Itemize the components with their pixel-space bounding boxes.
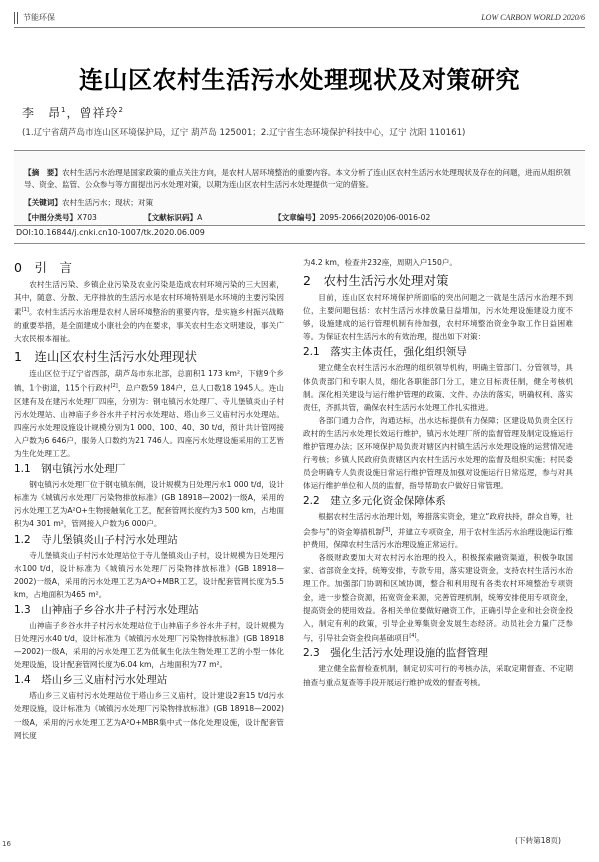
keywords-text: 农村生活污水；现状；对策 (61, 198, 154, 207)
paragraph-2-1b: 各部门通力合作，沟通达标，出水达标提供有力保障；区建设局负责全区行政村的生活污水处理长效运行维护，镇污水处理厂所的监督管理及制定设施运行维护管理办法；区环境保护局负责对辖区内村镇生活污水处理设施的运营情况进行考核；乡镇人民政府负责辖区内农村生活污水处理的监督及组织实施；村民委员会明确专人负责设施日常运行维护管理及加强对设施运行日常巡逻，参与对具体运行维护单位和人员的监督，指导帮助农户做好日常管理。 (303, 415, 573, 491)
author-2: 曾祥玲 (79, 106, 119, 120)
paragraph-2-2b (303, 551, 573, 644)
citation-4: [4] (409, 632, 417, 639)
author-sep: ， (66, 106, 80, 120)
article-number-value: 2095-2066(2020)06-0016-02 (319, 213, 431, 222)
paragraph-1-4: 塔山乡三义庙村污水处理站位于塔山乡三义庙村，设计建设2套15 t/d污水处理设施，设计标准为《城镇污水处理厂污染物排放标准》(GB 18918—2002)一级A，采用的污水处理工艺为A²O+MBR集中式一体化处理设施，设计配套管网长度 (14, 691, 284, 740)
running-header (14, 8, 585, 28)
p22b-end: 。 (416, 633, 424, 643)
heading-introduction: 0 引 言 (14, 260, 72, 275)
section-marker-icon (14, 12, 18, 24)
heading-1-3: 1.3 山神庙子乡谷水井子村污水处理站 (14, 603, 199, 616)
paragraph-section-1 (14, 367, 284, 460)
paper-title: 连山区农村生活污水处理现状及对策研究 (79, 65, 520, 94)
p22a-text: 根据农村生活污水治理计划，筹措落实资金，建立“政府扶持，群众自筹，社会参与”的资金筹措机制 (303, 512, 573, 537)
citation-3: [3] (383, 526, 391, 533)
abstract-label: 【摘 要】 (24, 168, 62, 177)
paragraph-1-3: 山神庙子乡谷水井子村污水处理站位于山神庙子乡谷水井子村，设计规模为日处理污水40 t/d，设计标准为《城镇污水处理厂污染物排放标准》(GB 18918—2002)一级A，采用的污水处理工艺为低氧生化法生物处理工艺的小型一体化处理设施，设计配套管网长度为6.04 km，占地面积为77 m²。 (14, 620, 284, 670)
author-2-sup: 2 (118, 106, 124, 114)
heading-2-1: 2.1 落实主体责任，强化组织领导 (303, 346, 467, 359)
paragraph-section-2: 目前，连山区农村环境保护所面临的突出问题之一就是生活污水治理不到位，主要问题包括：农村生活污水排放量日益增加，污水处理设施建设力度不够，设施建成的运行管理机制有待加强，农村环境整治资金争取工作日益困难等。为保证农村生活污水的有效治理，提出如下对策： (303, 293, 573, 342)
abstract (24, 167, 582, 190)
keywords-label: 【关键词】 (24, 198, 62, 207)
p22b-text: 各级财政要加大对农村污水治理的投入，积极探索融资渠道，积极争取国家、省部资金支持，统筹安排，专款专用，落实建设资金，支持农村生活污水治理工作。加强部门协调和区域协调，整合和利用现有各类农村环境整治专项资金，进一步整合资源，拓宽资金来源，完善管理机制，统筹安排使用专项资金，提高资金的使用效益。各相关单位要做好融资工作，正确引导企业和社会资金投入，制定有利的政策，引导企业筹集资金发展生态经济。动员社会力量广泛参与，引导社会资金投向基础项目 (303, 553, 573, 643)
abstract-text: 农村生活污水治理是国家政策的重点关注方向，是农村人居环境整治的重要内容。本文分析了连山区农村生活污水处理现状及存在的问题，进而从组织领导、资金、监管、公众参与等方面提出污水处理对策，以期为连山区农村生活污水处理提供一定的借鉴。 (24, 168, 571, 189)
citation-1: [1] (21, 307, 29, 314)
right-column (303, 256, 573, 689)
doc-code-value: A (197, 213, 203, 222)
section1-text-2: ，总户数59 184户，总人口数18 1945人。连山区建有及在建污水处理厂四座，分别为：钢屯镇污水处理厂、寺儿堡镇炎山子村污水处理站、山神庙子乡谷水井子村污水处理站、塔山乡三义庙村污水处理站。四座污水处理设施设计规模分别为1 000、100、40、30 t/d，预计共计管网接入户数为6 646户，服务人口数约为21 746人。四座污水处理设施采用的工艺皆为生化处理工艺。 (14, 383, 284, 459)
paragraph-2-1a: 建立健全农村生活污水治理的组织领导机构，明确主管部门、分管领导，具体负责部门和专职人员，细化各职能部门分工，建立目标责任制，健全考核机制。深化相关建设与运行维护管理的政策、文件、办法的落实，明确权利、落实责任，齐抓共管，确保农村生活污水处理工作扎实推进。 (303, 363, 573, 412)
heading-2-2: 2.2 建立多元化资金保障体系 (303, 495, 446, 508)
paragraph-1-2: 寺儿堡镇炎山子村污水处理站位于寺儿堡镇炎山子村，设计规模为日处理污水100 t/d，设计标准为《城镇污水处理厂污染物排放标准》(GB 18918—2002)一级A，采用的污水处理工艺为A²O+MBR工艺，设计配套管网长度为5.5 km，占地面积为465 m²。 (14, 550, 284, 599)
heading-section-2: 2 农村生活污水处理对策 (303, 273, 449, 289)
heading-1-4: 1.4 塔山乡三义庙村污水处理站 (14, 674, 168, 687)
doi: DOI:10.16844/j.cnki.cn10-1007/tk.2020.06.009 (16, 228, 205, 237)
authors (22, 104, 124, 121)
paragraph-2-3: 建立健全监督检查机制，制定切实可行的考核办法，采取定期督查、不定期抽查与重点复查等手段开展运行维护成效的督查考核。 (303, 664, 573, 687)
clc (24, 212, 97, 223)
article-number-label: 【文章编号】 (274, 213, 320, 222)
intro-text: 农村生活污染、乡镇企业污染及农业污染是造成农村环境污染的三大因素，其中，随意、分散、无序排放的生活污水是农村环境特别是水环境的主要污染因素 (14, 280, 284, 317)
doc-code (144, 212, 202, 223)
clc-value: X703 (77, 213, 97, 222)
article-number (274, 212, 430, 223)
citation-2: [2] (110, 383, 118, 390)
abstract-box (14, 150, 585, 226)
heading-section-1: 1 连山区农村生活污水处理现状 (14, 349, 197, 364)
affiliation: (1.辽宁省葫芦岛市连山区环境保护局，辽宁 葫芦岛 125001；2.辽宁省生态环境保护科技中心，辽宁 沈阳 110161) (22, 128, 466, 138)
heading-1-2: 1.2 寺儿堡镇炎山子村污水处理站 (14, 533, 178, 546)
paragraph-2-2a (303, 510, 573, 551)
paragraph-1-4-continued: 为4.2 km，检查井232座，周期入户150户。 (303, 258, 457, 267)
header-section: 节能环保 (23, 13, 55, 22)
continued-note: (下转第18页) (515, 836, 561, 845)
heading-1-1: 1.1 钢屯镇污水处理厂 (14, 463, 126, 476)
heading-2-3: 2.3 强化生活污水处理设施的监督管理 (303, 647, 488, 660)
clc-label: 【中图分类号】 (24, 213, 78, 222)
paragraph-1-1: 钢屯镇污水处理厂位于钢屯镇东侧，设计规模为日处理污水1 000 t/d，设计标准为《城镇污水处理厂污染物排放标准》(GB 18918—2002)一级A，采用的污水处理工艺为A²O+生物接触氧化工艺，配套管网长度约为3 500 km，占地面积为4 301 m²，管网接入户数为6 000户。 (14, 480, 284, 529)
author-1-sup: 1 (61, 106, 67, 114)
section1-text: 连山区位于辽宁省西部，葫芦岛市东北部，总面积1 173 km²，下辖9个乡镇，1个街道，115个行政村 (14, 369, 284, 393)
divider (14, 243, 585, 244)
doc-code-label: 【文献标识码】 (144, 213, 198, 222)
page-number: 16 (2, 840, 11, 848)
paragraph-introduction (14, 278, 284, 345)
author-1: 李 昂 (22, 106, 62, 120)
p22a-text-2: ，并建立专项资金，用于农村生活污水治理设施运行维护费用，保障农村生活污水治理设施正常运行。 (303, 527, 574, 550)
keywords (24, 197, 153, 208)
left-column (14, 256, 284, 742)
header-journal: LOW CARBON WORLD 2020/6 (481, 13, 585, 22)
intro-text-2: 。农村生活污水治理是农村人居环境整治的重要内容，是实施乡村振兴战略的重要举措，是全面建成小康社会的内在要求，事关农村生态文明建设，事关广大农民根本福祉。 (14, 307, 284, 343)
